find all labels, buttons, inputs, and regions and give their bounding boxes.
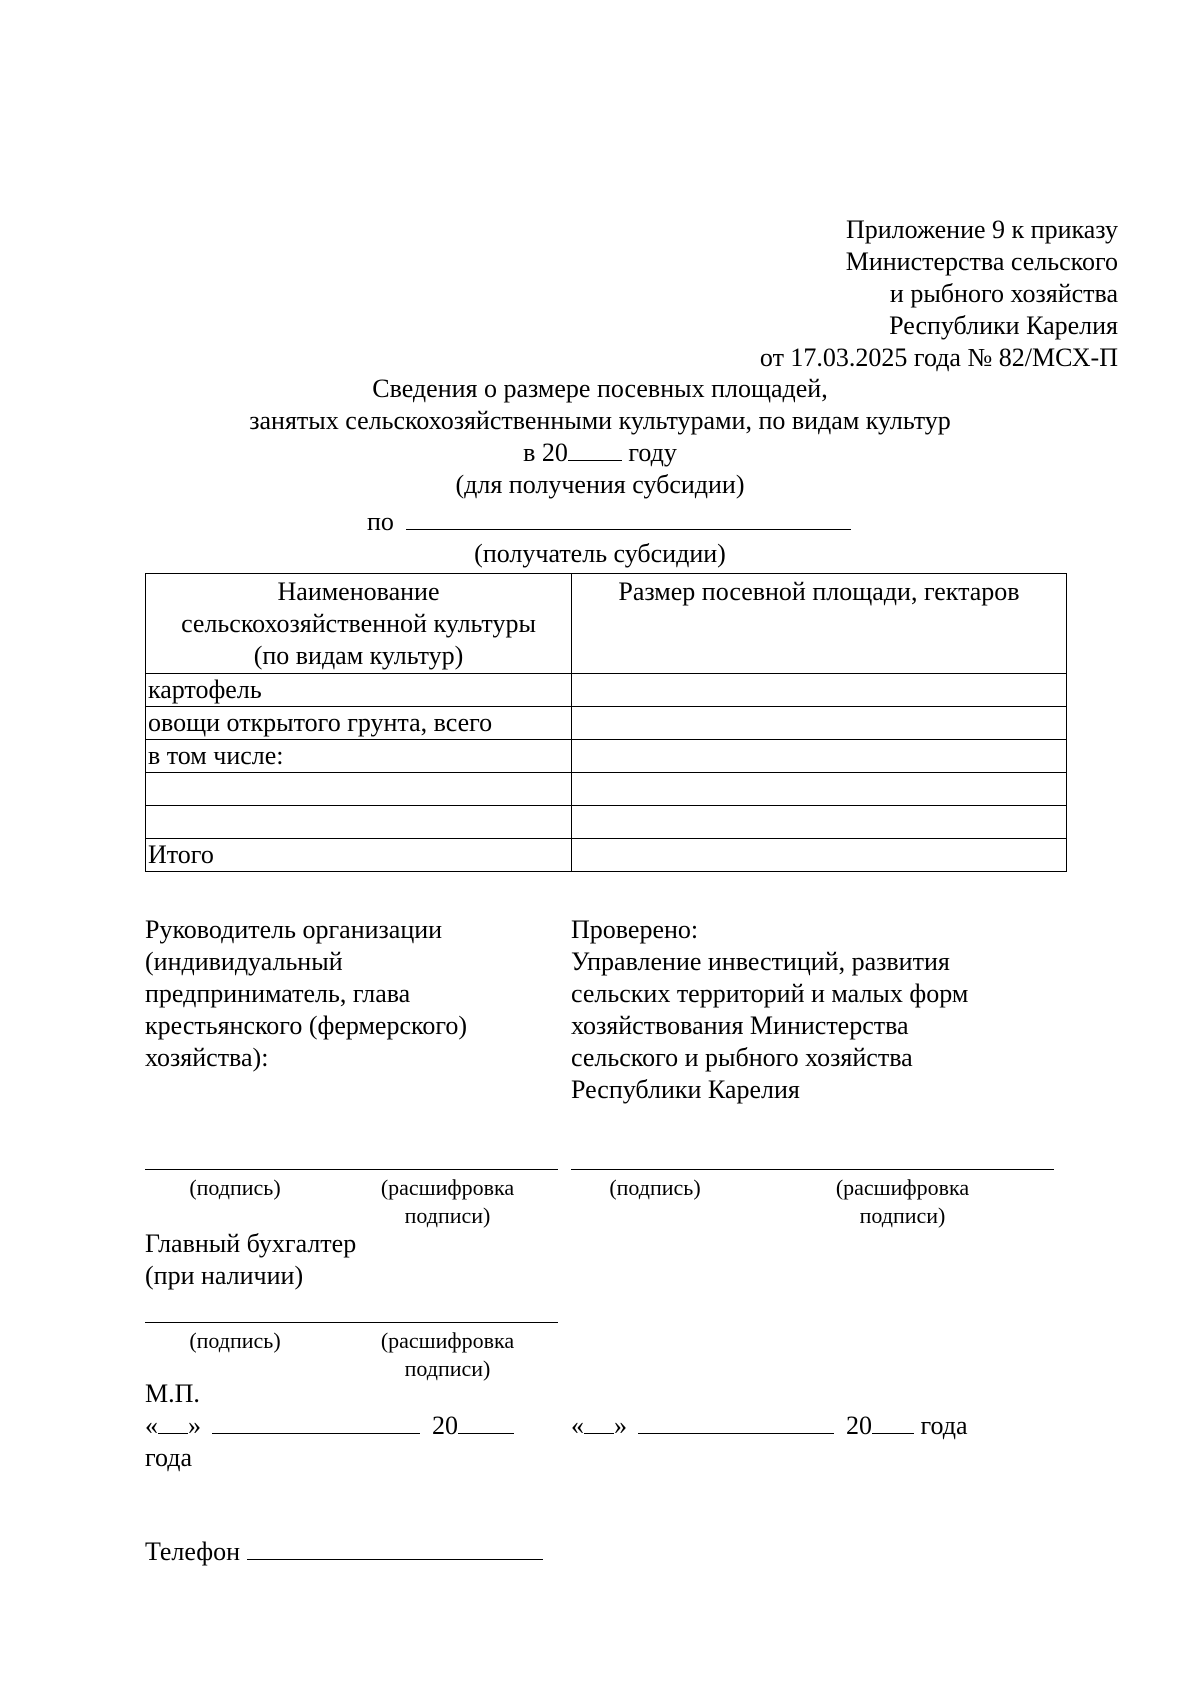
date-left-day-blank[interactable]: [158, 1433, 188, 1434]
table-row: [146, 674, 1067, 707]
title-line-1: Сведения о размере посевных площадей,: [372, 374, 828, 403]
manager-decode-caption-1: (расшифровка: [380, 1175, 515, 1200]
row-crop-name: в том числе:: [146, 740, 572, 773]
date-right-year-blank[interactable]: [872, 1433, 914, 1434]
accountant-signature-line[interactable]: [145, 1322, 558, 1323]
accountant-decode-caption-1: (расшифровка: [380, 1328, 515, 1353]
document-title: [0, 373, 1200, 501]
crop-area-table: [145, 573, 1067, 872]
row-area-cell[interactable]: [572, 839, 1067, 872]
date-left-year-prefix: 20: [432, 1411, 458, 1440]
phone-label: Телефон: [145, 1537, 247, 1566]
title-line-2: занятых сельскохозяйственными культурами, по видам культур: [249, 406, 951, 435]
manager-line-4: крестьянского (фермерского): [145, 1011, 467, 1040]
appendix-line-4: Республики Карелия: [889, 311, 1118, 340]
row-area-cell[interactable]: [572, 674, 1067, 707]
phone-blank[interactable]: [247, 1559, 543, 1560]
verified-line-6: Республики Карелия: [571, 1075, 800, 1104]
accountant-decode-caption-2: подписи): [404, 1356, 491, 1381]
date-left: [145, 1410, 514, 1442]
date-left-open-quote: «: [145, 1411, 158, 1440]
row-area-cell[interactable]: [572, 707, 1067, 740]
row-area-cell[interactable]: [572, 773, 1067, 806]
verified-line-2: Управление инвестиций, развития: [571, 947, 950, 976]
date-right-tail: года: [914, 1411, 968, 1440]
verifier-decode-caption: [820, 1174, 985, 1230]
date-right: [571, 1410, 968, 1442]
row-crop-name[interactable]: [146, 773, 572, 806]
verifier-decode-caption-2: подписи): [859, 1203, 946, 1228]
verifier-sign-caption: (подпись): [609, 1175, 701, 1200]
header-crop-name-line-1: Наименование: [277, 577, 440, 606]
verified-line-3: сельских территорий и малых форм: [571, 979, 969, 1008]
header-area-size: Размер посевной площади, гектаров: [572, 574, 1067, 674]
recipient-caption: (получатель субсидии): [474, 539, 726, 568]
row-crop-name[interactable]: [146, 806, 572, 839]
recipient-blank[interactable]: [406, 529, 851, 530]
verified-line-4: хозяйствования Министерства: [571, 1011, 909, 1040]
manager-decode-caption: [365, 1174, 530, 1230]
date-right-month-blank[interactable]: [638, 1433, 834, 1434]
appendix-line-2: Министерства сельского: [845, 247, 1118, 276]
manager-line-1: Руководитель организации: [145, 915, 443, 944]
recipient-line: [367, 506, 851, 538]
appendix-line-5: от 17.03.2025 года № 82/МСХ-П: [759, 343, 1118, 372]
verified-line-1: Проверено:: [571, 915, 699, 944]
date-left-month-blank[interactable]: [212, 1433, 420, 1434]
table-row: [146, 806, 1067, 839]
title-year-prefix: в 20: [523, 438, 568, 467]
header-crop-name-line-3: (по видам культур): [253, 641, 464, 670]
verifier-signature-line[interactable]: [571, 1169, 1054, 1170]
manager-sign-caption: (подпись): [189, 1175, 281, 1200]
row-area-cell[interactable]: [572, 806, 1067, 839]
row-crop-name: картофель: [146, 674, 572, 707]
recipient-prefix: по: [367, 507, 401, 536]
row-crop-name: овощи открытого грунта, всего: [146, 707, 572, 740]
table-row: [146, 707, 1067, 740]
manager-signature-line[interactable]: [145, 1169, 558, 1170]
appendix-line-3: и рыбного хозяйства: [889, 279, 1118, 308]
title-line-4: (для получения субсидии): [455, 470, 745, 499]
date-left-year-blank[interactable]: [458, 1433, 514, 1434]
date-right-year-prefix: 20: [846, 1411, 872, 1440]
date-right-close-quote: »: [614, 1411, 627, 1440]
verifier-decode-caption-1: (расшифровка: [835, 1175, 970, 1200]
accountant-decode-caption: [365, 1327, 530, 1383]
table-header-row: [146, 574, 1067, 674]
manager-line-5: хозяйства):: [145, 1043, 269, 1072]
table-row-total: [146, 839, 1067, 872]
accountant-line-1: Главный бухгалтер: [145, 1229, 357, 1258]
table-row: [146, 740, 1067, 773]
date-right-day-blank[interactable]: [584, 1433, 614, 1434]
manager-line-2: (индивидуальный: [145, 947, 343, 976]
phone-line: [145, 1536, 543, 1568]
title-line-3: [0, 437, 1200, 469]
title-year-suffix: году: [621, 438, 677, 467]
date-left-close-quote: »: [188, 1411, 201, 1440]
verified-line-5: сельского и рыбного хозяйства: [571, 1043, 913, 1072]
date-left-tail: года: [145, 1443, 193, 1472]
manager-decode-caption-2: подписи): [404, 1203, 491, 1228]
manager-line-3: предприниматель, глава: [145, 979, 411, 1008]
header-crop-name-line-2: сельскохозяйственной культуры: [181, 609, 536, 638]
manager-block: [145, 914, 467, 1074]
appendix-header: [846, 214, 1118, 342]
verified-block: [571, 914, 968, 1106]
date-right-open-quote: «: [571, 1411, 584, 1440]
accountant-line-2: (при наличии): [145, 1261, 304, 1290]
accountant-sign-caption: (подпись): [189, 1328, 281, 1353]
header-crop-name: [146, 574, 572, 674]
stamp-label: М.П.: [145, 1379, 200, 1408]
row-crop-name: Итого: [146, 839, 572, 872]
appendix-line-1: Приложение 9 к приказу: [845, 215, 1118, 244]
accountant-block: [145, 1228, 356, 1292]
row-area-cell[interactable]: [572, 740, 1067, 773]
table-row: [146, 773, 1067, 806]
year-blank[interactable]: [568, 460, 622, 461]
